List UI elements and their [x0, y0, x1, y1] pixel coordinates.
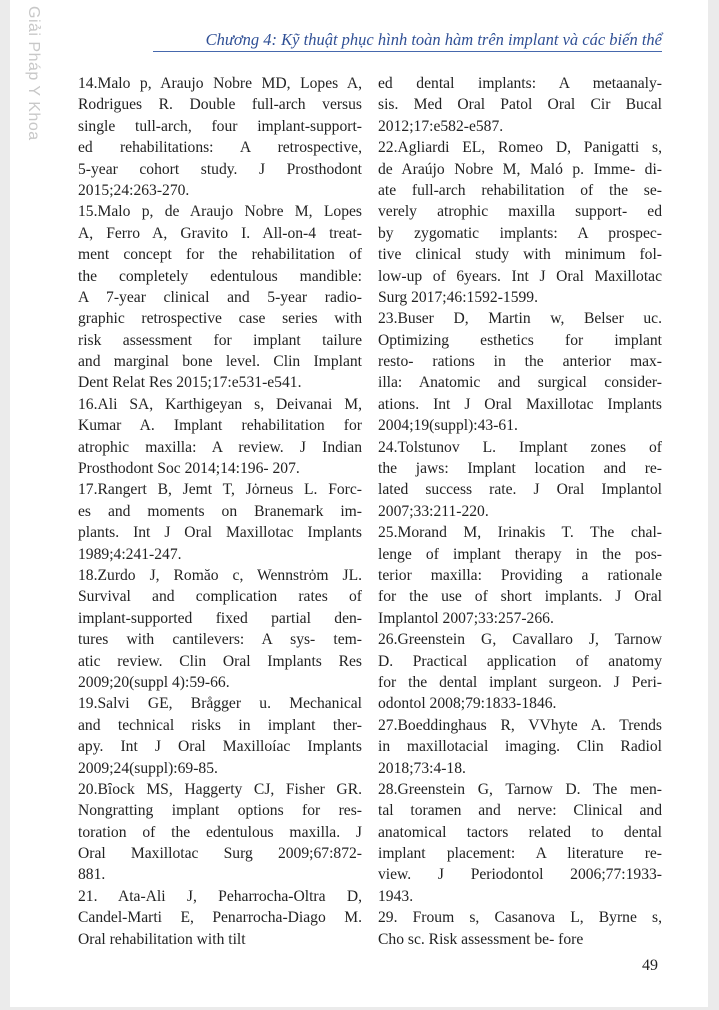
reference-line: 16.Ali SA, Karthigeyan s, Deivanai M, — [78, 395, 362, 413]
reference-line: 22.Agliardi EL, Romeo D, Panigatti s, — [378, 139, 662, 157]
reference-line: atic review. Clin Oral Implants Res — [78, 652, 362, 670]
reference-line: 19.Salvi GE, Brågger u. Mechanical — [78, 695, 362, 713]
reference-line: graphic retrospective case series with — [78, 310, 362, 328]
reference-line: implant-supported fixed partial den- — [78, 609, 362, 627]
reference-line: sis. Med Oral Patol Oral Cir Bucal — [378, 96, 662, 114]
reference-line: for the dental implant surgeon. J Peri- — [378, 673, 662, 691]
reference-line: illa: Anatomic and surgical consider- — [378, 374, 662, 392]
reference-line: Nongratting implant options for res- — [78, 802, 362, 820]
page-number: 49 — [642, 957, 658, 974]
running-header: Chương 4: Kỹ thuật phục hình toàn hàm trên implant và các biến thể — [153, 30, 662, 52]
reference-line: Rodrigues R. Double full-arch versus — [78, 96, 362, 114]
reference-line: 14.Malo p, Araujo Nobre MD, Lopes A, — [78, 75, 362, 92]
reference-line: Surg 2017;46:1592-1599. — [378, 288, 538, 306]
reference-line: terior maxilla: Providing a rationale — [378, 566, 662, 584]
reference-line: tures with cantilevers: A sys- tem- — [78, 631, 362, 649]
reference-line: 2004;19(suppl):43-61. — [378, 417, 518, 435]
reference-line: anatomical tactors related to dental — [378, 823, 662, 841]
reference-line: 20.Bȋock MS, Haggerty CJ, Fisher GR. — [78, 780, 362, 798]
reference-line: Dent Relat Res 2015;17:e531-e541. — [78, 374, 302, 392]
reference-line: risk assessment for implant tailure — [78, 331, 362, 349]
reference-line: tive clinical study with minimum fol- — [378, 246, 662, 264]
reference-line: lenge of implant therapy in the pos- — [378, 545, 662, 563]
watermark: Giải Pháp Y Khoa — [25, 6, 42, 141]
reference-line: ations. Int J Oral Maxillotac Implants — [378, 395, 662, 413]
references-column-left — [78, 73, 362, 950]
reference-line: resto- rations in the anterior max- — [378, 353, 662, 371]
reference-line: and technical risks in implant ther- — [78, 716, 362, 734]
reference-line: single tull-arch, four implant-support- — [78, 117, 362, 135]
reference-line: 29. Froum s, Casanova L, Byrne s, — [378, 909, 662, 927]
reference-line: 1943. — [378, 887, 414, 905]
reference-line: Candel-Marti E, Penarrocha-Diago M. — [78, 909, 362, 927]
reference-line: the jaws: Implant location and re- — [378, 460, 662, 478]
reference-line: A 7-year clinical and 5-year radio- — [78, 288, 362, 306]
reference-line: Kumar A. Implant rehabilitation for — [78, 417, 362, 435]
reference-line: 18.Zurdo J, Romăo c, Wennstrȯm JL. — [78, 566, 362, 584]
reference-line: de Araújo Nobre M, Maló p. Imme- di- — [378, 160, 662, 178]
reference-line: Prosthodont Soc 2014;14:196- 207. — [78, 460, 300, 478]
reference-line: Oral rehabilitation with tilt — [78, 930, 246, 948]
reference-line: A, Ferro A, Gravito I. All-on-4 treat- — [78, 224, 362, 242]
reference-line: toration of the edentulous maxilla. J — [78, 823, 362, 841]
reference-line: implant placement: A literature re- — [378, 845, 662, 863]
reference-line: 2012;17:e582-e587. — [378, 117, 504, 135]
reference-line: low-up of 6years. Int J Oral Maxillotac — [378, 267, 662, 285]
reference-line: Implantol 2007;33:257-266. — [378, 609, 554, 627]
reference-line: 27.Boeddinghaus R, VVhyte A. Trends — [378, 716, 662, 734]
reference-line: 881. — [78, 866, 106, 884]
reference-line: ed rehabilitations: A retrospective, — [78, 139, 362, 157]
reference-line: and marginal bone level. Clin Implant — [78, 353, 362, 371]
reference-line: ed dental implants: A metaanaly- — [378, 75, 662, 92]
reference-line: 2009;24(suppl):69-85. — [78, 759, 218, 777]
reference-line: the completely edentulous mandible: — [78, 267, 362, 285]
reference-line: Oral Maxillotac Surg 2009;67:872- — [78, 845, 362, 863]
reference-line: 1989;4:241-247. — [78, 545, 182, 563]
reference-line: 26.Greenstein G, Cavallaro J, Tarnow — [378, 631, 662, 649]
reference-line: for the use of short implants. J Oral — [378, 588, 662, 606]
reference-line: 2009;20(suppl 4):59-66. — [78, 673, 230, 691]
reference-line: 28.Greenstein G, Tarnow D. The men- — [378, 780, 662, 798]
reference-line: D. Practical application of anatomy — [378, 652, 662, 670]
reference-line: 2018;73:4-18. — [378, 759, 466, 777]
reference-line: by zygomatic implants: A prospec- — [378, 224, 662, 242]
reference-line: es and moments on Branemark im- — [78, 502, 362, 520]
reference-line: ate full-arch rehabilitation of the se- — [378, 181, 662, 199]
reference-line: lated success rate. J Oral Implantol — [378, 481, 662, 499]
reference-line: view. J Periodontol 2006;77:1933- — [378, 866, 662, 884]
reference-line: in maxillotacial imaging. Clin Radiol — [378, 738, 662, 756]
reference-line: verely atrophic maxilla support- ed — [378, 203, 662, 221]
reference-line: odontol 2008;79:1833-1846. — [378, 695, 557, 713]
reference-line: Cho sc. Risk assessment be- fore — [378, 930, 584, 948]
reference-line: tal toramen and nerve: Clinical and — [378, 802, 662, 820]
reference-line: 2015;24:263-270. — [78, 181, 190, 199]
reference-line: atrophic maxilla: A review. J Indian — [78, 438, 362, 456]
reference-line: plants. Int J Oral Maxillotac Implants — [78, 524, 362, 542]
reference-line: ment concept for the rehabilitation of — [78, 246, 362, 264]
reference-line: Optimizing esthetics for implant — [378, 331, 662, 349]
document-page — [10, 0, 708, 1007]
reference-line: 21. Ata-Ali J, Peharrocha-Oltra D, — [78, 887, 362, 905]
reference-line: 2007;33:211-220. — [378, 502, 489, 520]
references-column-right — [378, 73, 662, 950]
reference-line: apy. Int J Oral Maxilloíac Implants — [78, 738, 362, 756]
reference-line: 15.Malo p, de Araujo Nobre M, Lopes — [78, 203, 362, 221]
reference-line: 24.Tolstunov L. Implant zones of — [378, 438, 662, 456]
reference-line: Survival and complication rates of — [78, 588, 362, 606]
reference-line: 5-year cohort study. J Prosthodont — [78, 160, 362, 178]
reference-line: 17.Rangert B, Jemt T, Jȯrneus L. Forc- — [78, 481, 362, 499]
reference-line: 25.Morand M, Irinakis T. The chal- — [378, 524, 662, 542]
reference-line: 23.Buser D, Martin w, Belser uc. — [378, 310, 662, 328]
